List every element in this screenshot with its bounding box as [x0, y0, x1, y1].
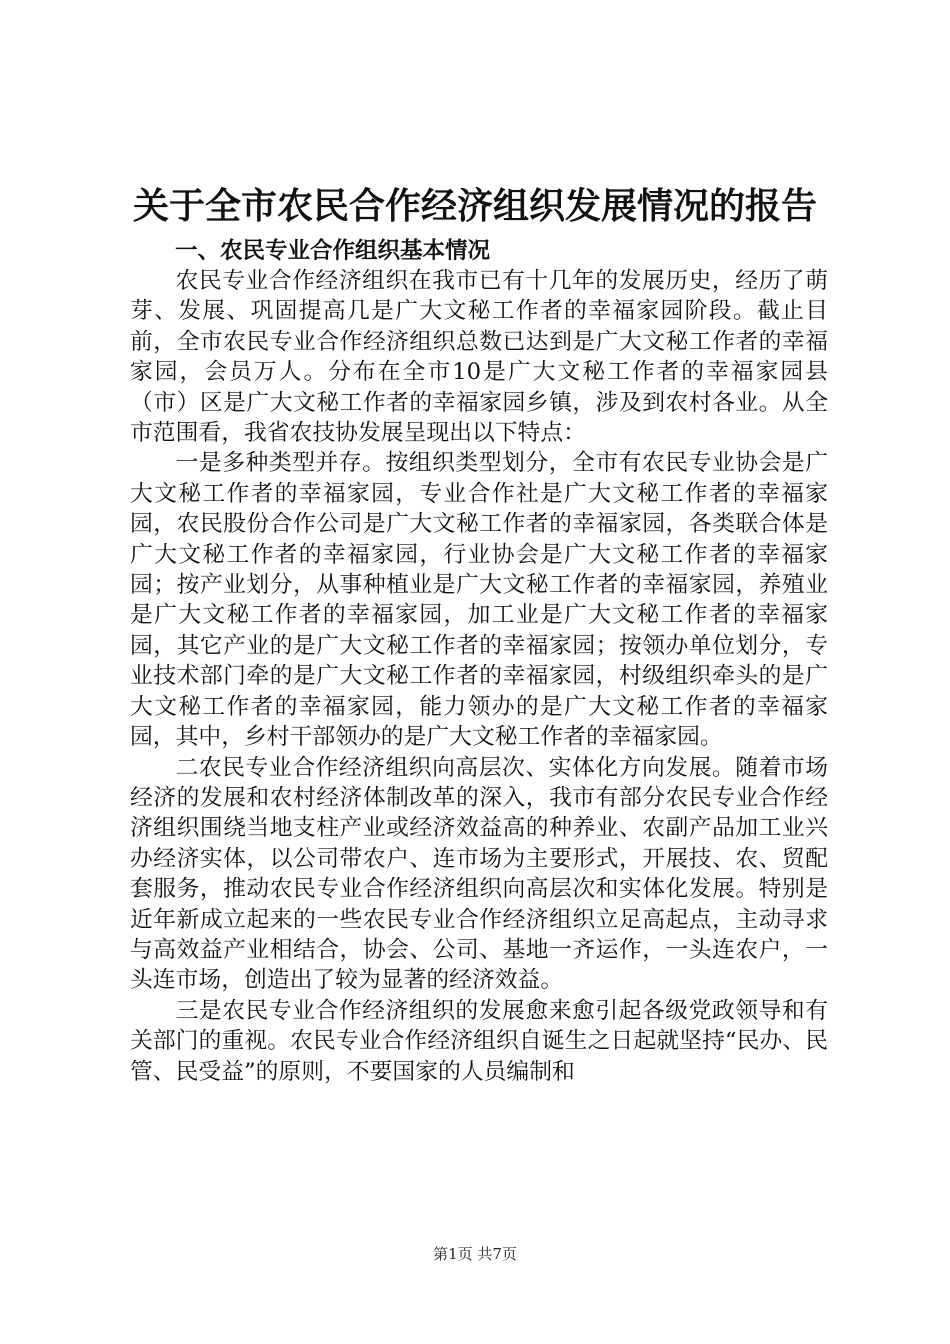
document-title: 关于全市农民合作经济组织发展情况的报告	[132, 186, 817, 227]
paragraph-development: 二农民专业合作经济组织向高层次、实体化方向发展。随着市场经济的发展和农村经济体制改革的深入，我市有部分农民专业合作经济组织围绕当地支柱产业或经济效益高的种养业、农副产品加工业兴办经济实体，以公司带农户、连市场为主要形式，开展技、农、贸配套服务，推动农民专业合作经济组织向高层次和实体化发展。特别是近年新成立起来的一些农民专业合作经济组织立足高起点，主动寻求与高效益产业相结合，协会、公司、基地一齐运作，一头连农户，一头连市场，创造出了较为显著的经济效益。	[130, 754, 828, 994]
page-footer: 第1页 共7页	[433, 1245, 517, 1263]
paragraph-types: 一是多种类型并存。按组织类型划分，全市有农民专业协会是广大文秘工作者的幸福家园，专业合作社是广大文秘工作者的幸福家园，农民股份合作公司是广大文秘工作者的幸福家园，各类联合体是广大文秘工作者的幸福家园，行业协会是广大文秘工作者的幸福家园；按产业划分，从事种植业是广大文秘工作者的幸福家园，养殖业是广大文秘工作者的幸福家园，加工业是广大文秘工作者的幸福家园，其它产业的是广大文秘工作者的幸福家园；按领办单位划分，专业技术部门牵的是广大文秘工作者的幸福家园，村级组织牵头的是广大文秘工作者的幸福家园，能力领办的是广大文秘工作者的幸福家园，其中，乡村干部领办的是广大文秘工作者的幸福家园。	[130, 450, 828, 751]
paragraph-overview: 农民专业合作经济组织在我市已有十几年的发展历史，经历了萌芽、发展、巩固提高几是广大文秘工作者的幸福家园阶段。截止目前，全市农民专业合作经济组织总数已达到是广大文秘工作者的幸福家园，会员万人。分布在全市10是广大文秘工作者的幸福家园县（市）区是广大文秘工作者的幸福家园乡镇，涉及到农村各业。从全市范围看，我省农技协发展呈现出以下特点：	[130, 268, 828, 447]
section-heading: 一、农民专业合作组织基本情况	[175, 238, 491, 264]
document-body	[130, 236, 828, 1087]
paragraph-attention: 三是农民专业合作经济组织的发展愈来愈引起各级党政领导和有关部门的重视。农民专业合作经济组织自诞生之日起就坚持“民办、民管、民受益”的原则，不要国家的人员编制和	[130, 997, 828, 1085]
